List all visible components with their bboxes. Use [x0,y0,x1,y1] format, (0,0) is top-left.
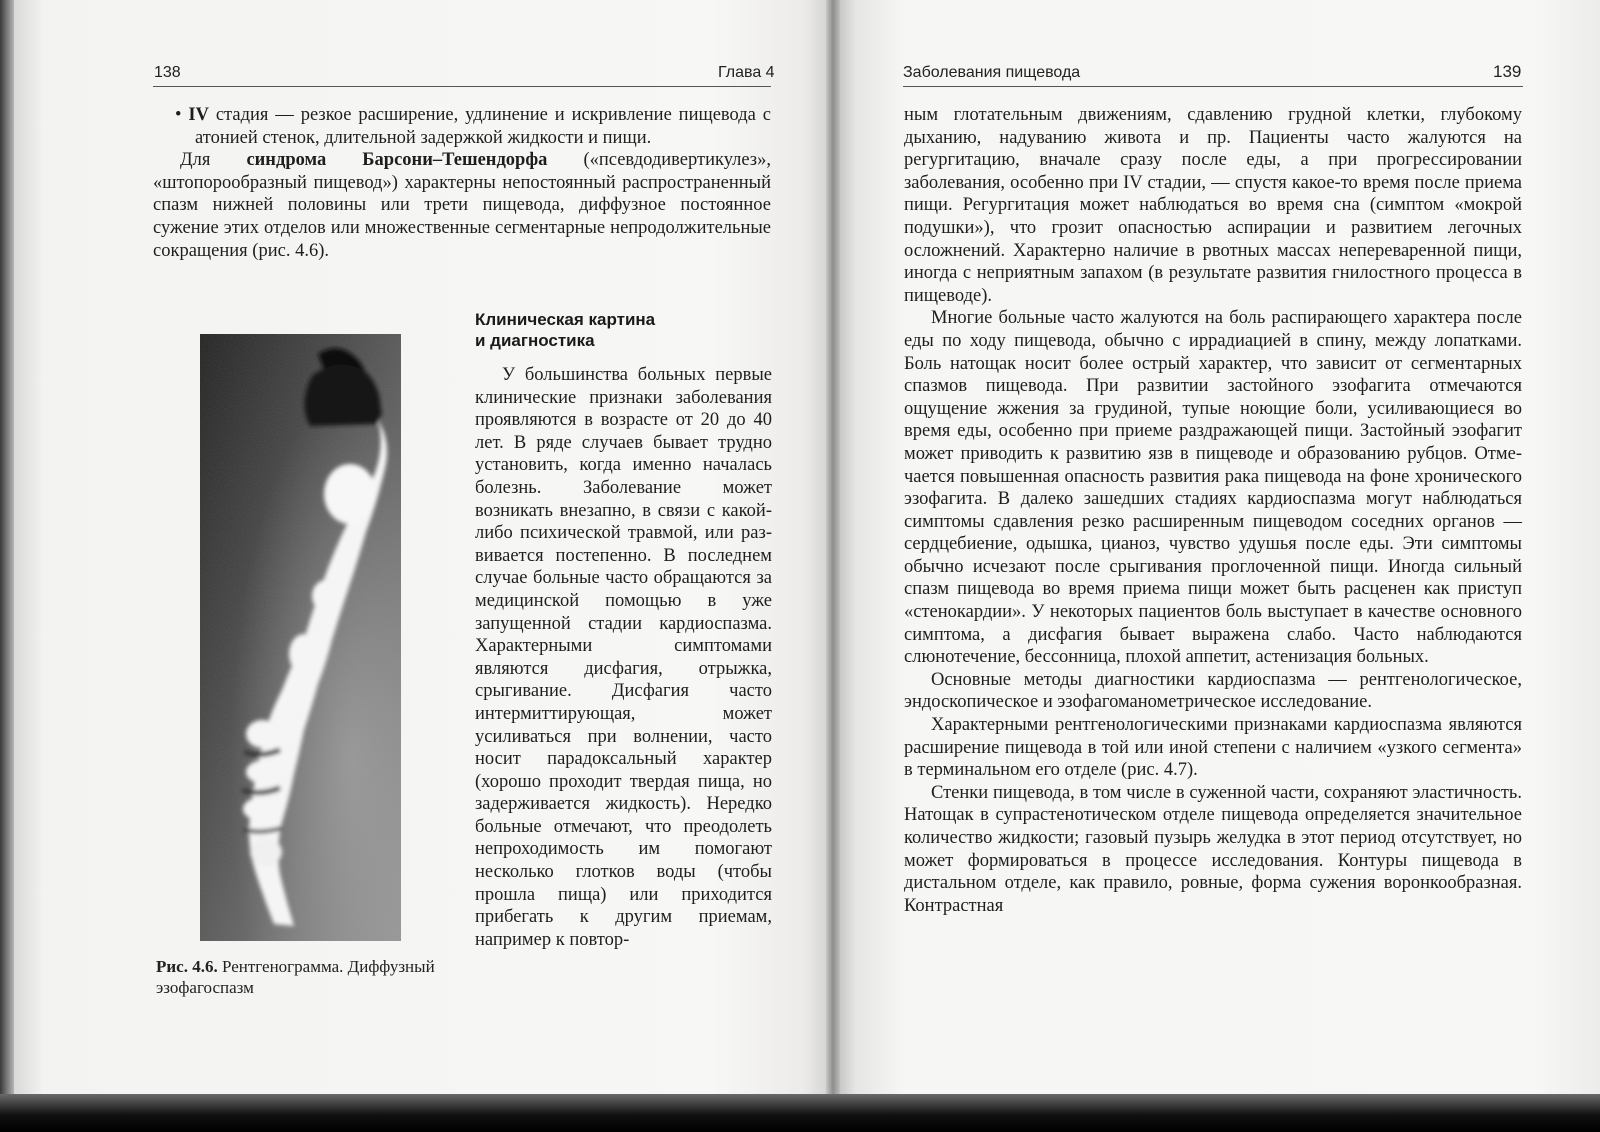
right-paragraph-4: Характерными рентгенологическими признаками кардиоспазма являются расширение пищевода в той или иной степени с наличием «узкого сегмента» в терминальном его отделе (рис. 4.7). [904,715,1522,781]
left-running-head: Глава 4 [718,64,775,81]
barsoni-text: («псевдодивертикулез», «штопорообразный пищевод») характерны непостоянный распространенный спазм нижней половины или трети пищевода, диффузное постоянное сужение этих отделов или множественные сегментарные непродолжительные сокращения (рис. 4.6). [153,150,771,261]
left-page-number: 138 [154,64,181,81]
scanner-bottom-edge [0,1094,1600,1132]
right-header-rule [903,86,1523,87]
right-paragraph-1: ным глотательным движениям, сдавлению грудной клетки, глубокому дыханию, надуванию живота и пр. Пациенты часто жалуются на регургитацию, вначале сразу после еды, а при прогрессировании заболевания, особенно при IV стадии, — спустя какое-то время после приема пищи. Регургитация может наблюдаться во время сна (симптом «мокрой подушки»), что грозит опасностью аспирации и развитием легочных осложнений. Характерно наличие в рвотных массах непереваренной пищи, иногда с неприятным запахом (в результате развития гнилостного процесса в пищеводе). [904,105,1522,306]
right-page-text [904,104,1522,917]
right-paragraph-2: Многие больные часто жалуются на боль распирающего характера после еды по ходу пищевода, обычно с иррадиацией в спину, между лопатками. Боль натощак носит более острый характер, что зависит от сегментарных спазмов пищевода. При развитии застойного эзофагита отмечаются ощущение жжения за грудиной, тупые ноющие боли, усиливающиеся во время еды, особенно при приеме раздражающей пищи. Застойный эзофагит может приводить к развитию язв в пищеводе и образованию рубцов. Отмечается повышенная опасность развития рака пищевода на фоне хронического эзофагита. В далеко зашедших стадиях кардиоспазма могут наблюдаться симптомы сдавления резко расширенным пищеводом соседних органов — сердцебиение, одышка, цианоз, чувство удушья после еды. Эти симптомы обычно исчезают после срыгивания проглоченной пищи. Иногда сильный спазм пищевода во время приема пищи может быть расценен как приступ «стенокардии». У некоторых пациентов боль выступает в качестве основного симптома, а дисфагия бывает выражена слабо. Часто наблюдаются слюнотечение, бессонница, плохой аппетит, астенизация больных. [904,308,1522,668]
left-header-rule [153,86,771,87]
figure-caption-text: Рентгенограмма. Диффузный эзофагоспазм [156,957,435,997]
bullet-marker: • [175,105,182,125]
figure-caption [156,956,461,998]
clinical-picture-paragraph: У большинства больных первые клинические признаки заболевания проявляются в возрасте от 20 до 40 лет. В ряде случаев бывает трудно установить, когда именно началась болезнь. Заболевание может возникать внезапно, в связи с какой-либо психической травмой, или развивается постепенно. В последнем случае больные часто обращаются за медицинской помощью в уже запущенной стадии кардиоспазма. Характерными симптомами являются дисфагия, отрыжка, срыгивание. Дисфагия часто интермиттирующая, может усиливаться при волнении, часто носит парадоксальный характер (хорошо проходит твердая пища, но задерживается жидкость). Нередко больные отмечают, что преодолеть непроходимость им помогают несколько глотков воды (чтобы прошла пища) или приходится прибегать к другим приемам, например к повтор- [475,365,772,950]
figure-caption-label: Рис. 4.6. [156,957,218,976]
stage-iv-text: стадия — резкое расширение, удлинение и искривление пищевода с атонией стенок, длительной задержкой жидкости и пищи. [195,105,771,148]
subheading-line-2: и диагностика [475,331,595,350]
right-page-number: 139 [1493,62,1522,81]
subheading-line-1: Клиническая картина [475,310,656,329]
barsoni-lead: Для [180,150,247,171]
stage-iv-bullet [175,104,771,149]
right-running-head: Заболевания пищевода [903,64,1081,81]
stage-label: IV [188,105,209,125]
xray-figure-4-6 [200,334,401,941]
section-subheading [475,309,775,351]
barsoni-term: синдрома Барсони–Тешендорфа [246,150,548,171]
barsoni-paragraph [153,149,771,262]
left-top-text [153,104,771,262]
book-gutter [826,0,840,1100]
right-paragraph-3: Основные методы диагностики кардиоспазма — рентгенологическое, эндоскопическое и эзофагоманометрическое исследование. [904,669,1522,713]
right-paragraph-5: Стенки пищевода, в том числе в суженной части, сохраняют эластичность. Натощак в супрастенотическом отделе пищевода определяется значительное количество жидкости; газовый пузырь желудка в этот период отсутствует, но может формироваться в процессе исследования. Контуры пищевода в дистальном отделе, как правило, ровные, форма сужения воронкообразная. Контрастная [904,782,1522,916]
xray-image [200,334,401,941]
left-column-text [475,364,772,951]
